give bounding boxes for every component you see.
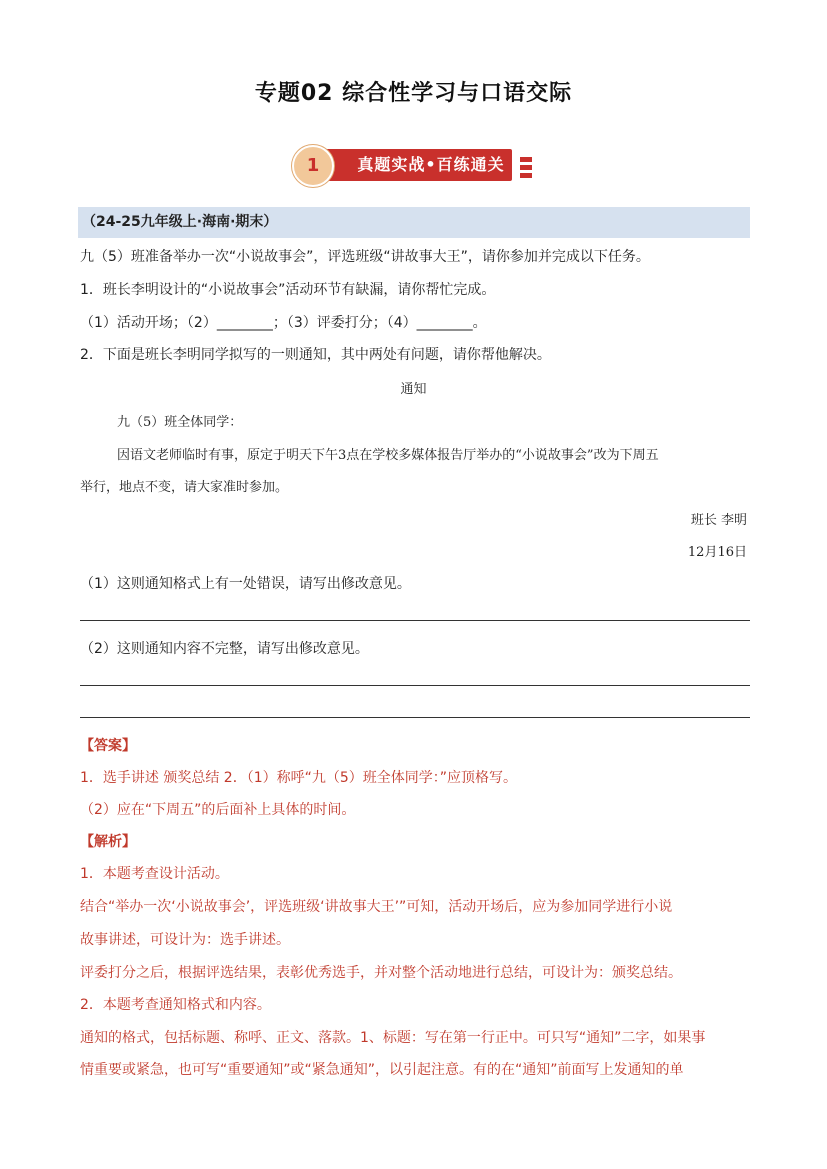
notice-date: 12月16日 [687, 545, 747, 560]
answer-heading: 【答案】 [80, 738, 136, 754]
sub-question-1: （1）这则通知格式上有一处错误，请写出修改意见。 [80, 576, 411, 592]
analysis-heading: 【解析】 [80, 834, 136, 850]
banner-stripe [520, 173, 532, 178]
notice-salutation: 九（5）班全体同学： [117, 415, 243, 430]
analysis-paragraph: 评委打分之后，根据评选结果，表彰优秀选手，并对整个活动地进行总结，可设计为：颁奖总结。 [80, 965, 682, 981]
analysis-paragraph: 结合“举办一次‘小说故事会’，评选班级‘讲故事大王’”可知，活动开场后，应为参加同学进行小说 [80, 899, 673, 915]
question-1-items: （1）活动开场；（2）________；（3）评委打分；（4）________。 [80, 315, 487, 331]
question-2-stem: 2．下面是班长李明同学拟写的一则通知，其中两处有问题，请你帮他解决。 [80, 347, 551, 363]
notice-title: 通知 [400, 382, 427, 397]
page-title: 专题02 综合性学习与口语交际 [254, 81, 573, 106]
question-1-stem: 1．班长李明设计的“小说故事会”活动环节有缺漏，请你帮忙完成。 [80, 282, 496, 298]
answer-blank-line[interactable] [80, 685, 750, 686]
analysis-paragraph: 1．本题考查设计活动。 [80, 866, 229, 882]
notice-body-line-1: 因语文老师临时有事，原定于明天下午3点在学校多媒体报告厅举办的“小说故事会”改为下周五 [117, 448, 659, 463]
question-source: （24-25九年级上·海南·期末） [78, 207, 750, 238]
analysis-paragraph: 2．本题考查通知格式和内容。 [80, 997, 271, 1013]
answer-blank-line[interactable] [80, 620, 750, 621]
analysis-paragraph: 情重要或紧急，也可写“重要通知”或“紧急通知”，以引起注意。有的在“通知”前面写上发通知的单 [80, 1062, 684, 1078]
sub-question-2: （2）这则通知内容不完整，请写出修改意见。 [80, 641, 369, 657]
banner-number-badge: 1 [292, 145, 334, 187]
answer-line-1: 1．选手讲述 颁奖总结 2．（1）称呼“九（5）班全体同学：”应顶格写。 [80, 770, 518, 786]
section-banner [292, 145, 532, 185]
notice-signature: 班长 李明 [690, 513, 747, 528]
answer-blank-line[interactable] [80, 717, 750, 718]
banner-stripe [520, 157, 532, 162]
question-intro: 九（5）班准备举办一次“小说故事会”，评选班级“讲故事大王”，请你参加并完成以下任务。 [80, 249, 650, 265]
notice-body-line-2: 举行，地点不变，请大家准时参加。 [80, 480, 289, 495]
answer-line-2: （2）应在“下周五”的后面补上具体的时间。 [80, 802, 356, 818]
analysis-paragraph: 故事讲述，可设计为：选手讲述。 [80, 932, 290, 948]
banner-stripe [520, 165, 532, 170]
analysis-paragraph: 通知的格式，包括标题、称呼、正文、落款。1、标题：写在第一行正中。可只写“通知”二字，如果事 [80, 1030, 706, 1046]
banner-text: 真题实战•百练通关 [357, 155, 505, 174]
banner-bar [312, 149, 512, 181]
